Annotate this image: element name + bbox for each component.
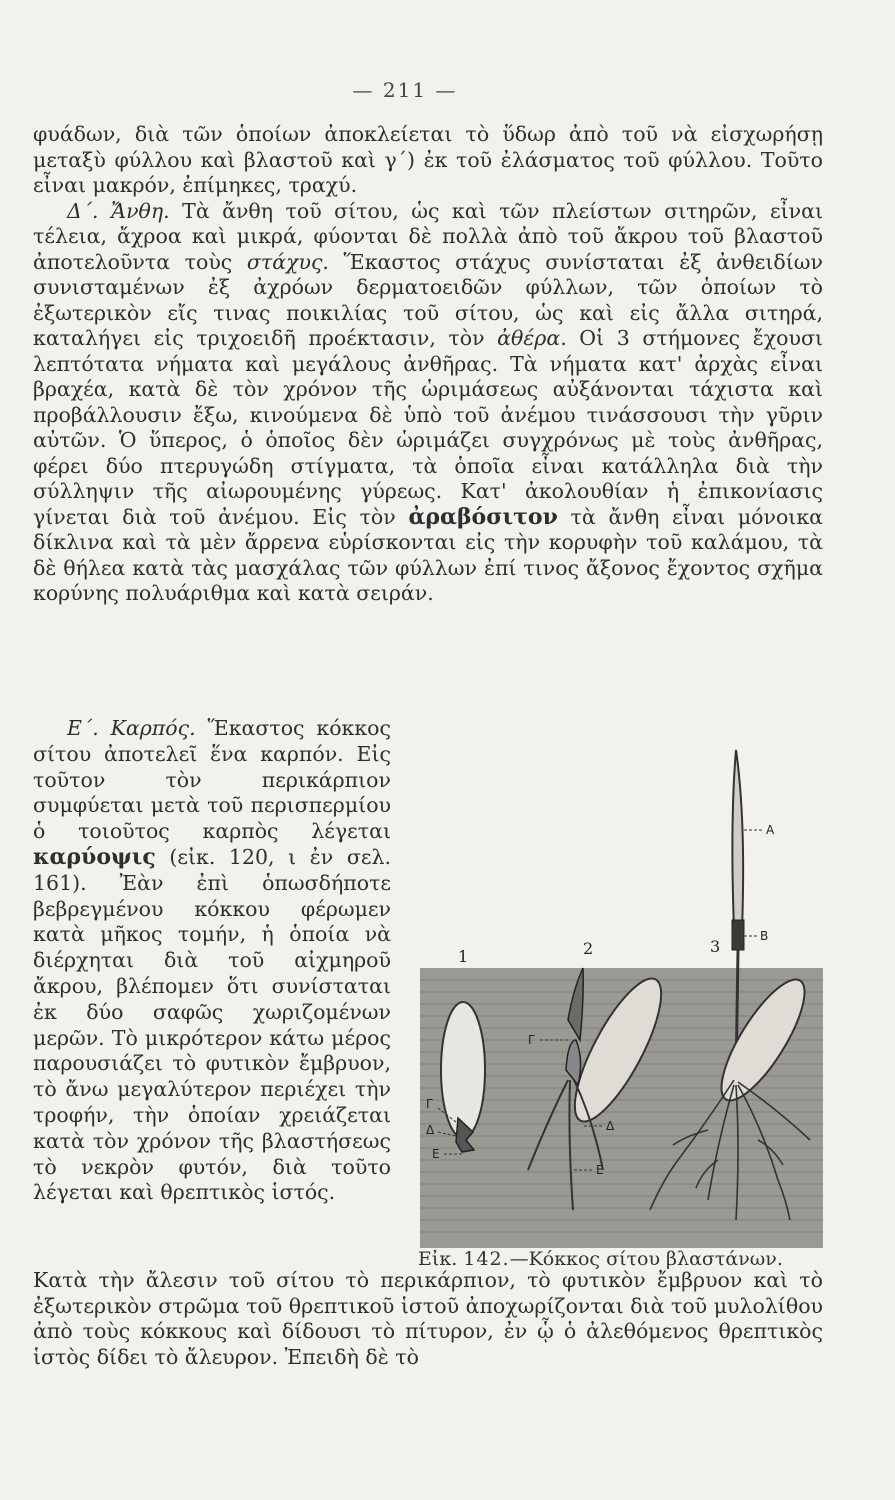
- panel-label-2: 2: [583, 939, 594, 958]
- panel-label-1: 1: [458, 947, 469, 966]
- section-d-text-b: . Ἕκαστος στάχυς συνίσταται ἐξ ἀνθειδίων συνισταμένων ἐξ ἀχρόων δερματοειδῶν φύλλων, τῶν ὁποίων τὸ ἐξωτερικὸν εἴς τινας ποικιλίας τοῦ σίτου, ὡς καὶ εἰς ἄλλα σιτηρά, καταλήγει εἰς τριχοειδῆ προέκτασιν, τὸν: [33, 249, 823, 350]
- caption-prefix: Εἰκ.: [418, 1248, 458, 1270]
- germinating-grain-illustration: [418, 740, 823, 1260]
- section-e-heading: Ε΄. Καρπός.: [67, 716, 196, 740]
- caption-number: 142.: [463, 1248, 510, 1270]
- term-karyopsis: καρύοψις: [33, 843, 156, 870]
- callout-G2: Γ: [528, 1033, 535, 1047]
- term-athera: ἀθέρα: [497, 326, 561, 350]
- callout-E1: Ε: [432, 1147, 440, 1161]
- callout-B: B: [760, 929, 769, 943]
- section-e-paragraph: [33, 716, 391, 1206]
- section-e-block: [33, 716, 391, 1206]
- figure-caption: [418, 1248, 818, 1270]
- callout-D2: Δ: [606, 1119, 615, 1133]
- section-e-text-a: Ἕκαστος κόκκος σίτου ἀποτελεῖ ἕνα καρπόν. Εἰς τοῦτον τὸν περικάρπιον συμφύεται μετὰ τοῦ περισπερμίου ὁ τοιοῦτος καρπὸς λέγεται: [33, 716, 391, 844]
- section-d-paragraph: [33, 199, 823, 607]
- callout-A: A: [766, 823, 775, 837]
- main-text-block: [33, 122, 823, 607]
- top-paragraph: φυάδων, διὰ τῶν ὁποίων ἀποκλείεται τὸ ὕδωρ ἀπὸ τοῦ νὰ εἰσχωρήσῃ μεταξὺ φύλλου καὶ βλαστοῦ καὶ γ΄) ἐκ τοῦ ἐλάσματος τοῦ φύλλου. Τοῦτο εἶναι μακρόν, ἐπίμηκες, τραχύ.: [33, 122, 823, 197]
- callout-D1: Δ: [426, 1123, 435, 1137]
- bottom-text-block: [33, 1268, 823, 1370]
- page-number: — 211 —: [352, 78, 458, 102]
- term-arabositon: ἀραβόσιτον: [408, 503, 558, 530]
- figure-142: [418, 740, 823, 1260]
- section-d-text-c: . Οἱ 3 στήμονες ἔχουσι λεπτότατα νήματα καὶ μεγάλους ἀνθῆρας. Τὰ νήματα κατ' ἀρχὰς εἶναι βραχέα, κατὰ δὲ τὸν χρόνον τῆς ὡριμάσεως αὐξάνονται τάχιστα καὶ προβάλλουσιν ἔξω, κινούμενα δὲ ὑπὸ τοῦ ἀνέμου τινάσσουσι τὴν γῦριν αὐτῶν. Ὁ ὕπερος, ὁ ὁποῖος δὲν ὡριμάζει συγχρόνως μὲ τοὺς ἀνθῆρας, φέρει δύο πτερυγώδη στίγματα, τὰ ὁποῖα εἶναι κατάλληλα διὰ τὴν σύλληψιν τῆς αἰωρουμένης γύρεως. Κατ' ἀκολουθίαν ἡ ἐπικονίασις γίνεται διὰ τοῦ ἀνέμου. Εἰς τὸν: [33, 326, 823, 529]
- caption-text: —Κόκκος σίτου βλαστάνων.: [509, 1248, 783, 1270]
- bottom-paragraph: Κατὰ τὴν ἄλεσιν τοῦ σίτου τὸ περικάρπιον, τὸ φυτικὸν ἔμβρυον καὶ τὸ ἐξωτερικὸν στρῶμα τοῦ θρεπτικοῦ ἱστοῦ ἀποχωρίζονται διὰ τοῦ μυλολίθου ἀπὸ τοὺς κόκκους καὶ δίδουσι τὸ πίτυρον, ἐν ᾧ ὁ ἀλεθόμενος θρεπτικὸς ἱστὸς δίδει τὸ ἄλευρον. Ἐπειδὴ δὲ τὸ: [33, 1268, 823, 1369]
- section-d-text-d: τὰ ἄνθη εἶναι μόνοικα δίκλινα καὶ τὰ μὲν ἄρρενα εὑρίσκονται εἰς τὴν κορυφὴν τοῦ καλάμου, τὰ δὲ θήλεα κατὰ τὰς μασχάλας τῶν φύλλων ἐπί τινος ἄξονος ἔχοντος σχῆμα κορύνης πολυάριθμα καὶ κατὰ σειράν.: [33, 504, 823, 605]
- panel-label-3: 3: [710, 937, 721, 956]
- section-e-text-b: (εἰκ. 120, ι ἐν σελ. 161). Ἐὰν ἐπὶ ὁπωσδήποτε βεβρεγμένου κόκκου φέρωμεν κατὰ μῆκος τομήν, ἡ ὁποία νὰ διέρχηται διὰ τοῦ αἰχμηροῦ ἄκρου, βλέπομεν ὅτι συνίσταται ἐκ δύο σαφῶς χωριζομένων μερῶν. Τὸ μικρότερον κάτω μέρος παρουσιάζει τὸ φυτικὸν ἔμβρυον, τὸ ἄνω μεγαλύτερον περιέχει τὴν τροφήν, τὴν ὁποίαν χρειάζεται κατὰ τὸν χρόνον τῆς βλαστήσεως τὸ νεκρὸν φυτόν, διὰ τοῦτο λέγεται καὶ θρεπτικὸς ἱστός.: [33, 844, 391, 1205]
- section-d-heading: Δ΄. Ἄνθη.: [67, 198, 170, 223]
- callout-E2: Ε: [596, 1163, 604, 1177]
- section-d-text-a: Τὰ ἄνθη τοῦ σίτου, ὡς καὶ τῶν πλείστων σιτηρῶν, εἶναι τέλεια, ἄχροα καὶ μικρά, φύονται δὲ πολλὰ ἀπὸ τοῦ ἄκρου τοῦ βλαστοῦ ἀποτελοῦντα τοὺς: [33, 198, 824, 274]
- term-staxys: στάχυς: [246, 249, 323, 274]
- callout-G1: Γ: [426, 1097, 433, 1111]
